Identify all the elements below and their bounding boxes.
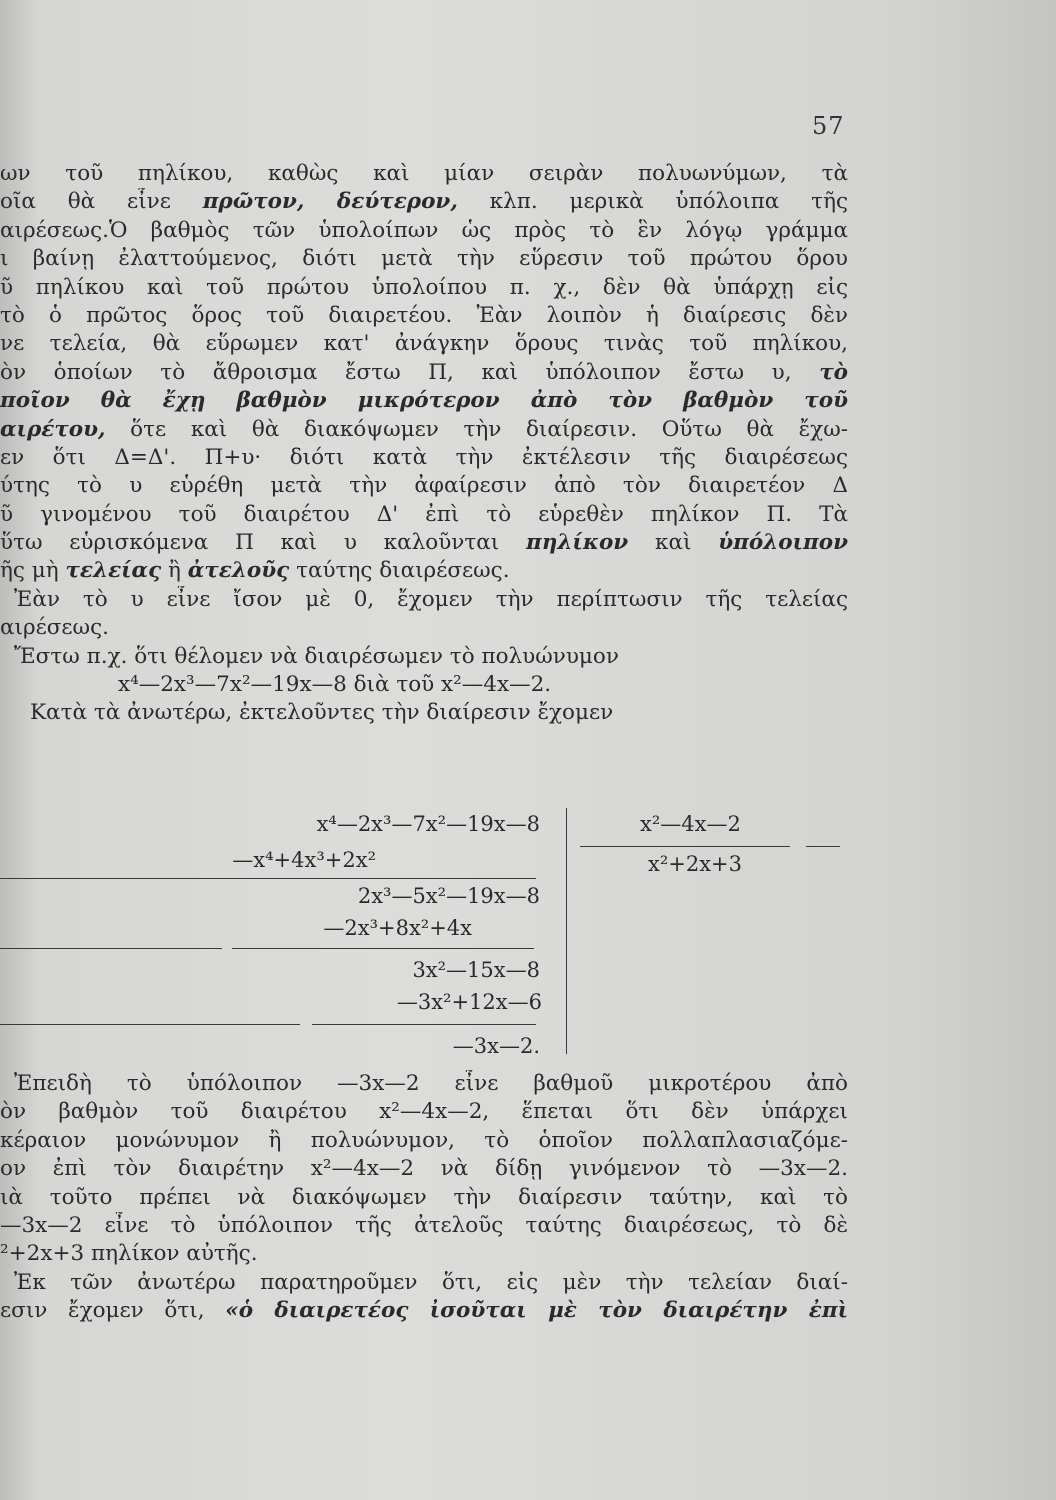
quotient: x²+2x+3 [648,852,743,876]
text-line: κέραιον μονώνυμον ἢ πολυώνυμον, τὸ ὁποῖον πολλαπλασιαζόμε- [0,1127,848,1153]
subtraction-1: —x⁴+4x³+2x² [232,848,376,872]
text-line: Ἐκ τῶν ἀνωτέρω παρατηροῦμεν ὅτι, εἰς μὲν τὴν τελείαν διαί- [14,1269,848,1295]
subtraction-2: —2x³+8x²+4x [323,916,472,940]
text-line: ων τοῦ πηλίκου, καθὼς καὶ μίαν σειρὰν πολυωνύμων, τὰ [0,161,848,186]
text-line: ὸν ὁποίων τὸ ἄθροισμα ἔστω Π, καὶ ὑπόλοιπον ἔστω υ, τὸ [0,359,848,385]
remainder-2: 3x²—15x—8 [412,958,540,982]
text-line: αιρέσεως.Ὁ βαθμὸς τῶν ὑπολοίπων ὡς πρὸς τὸ ἓν λόγῳ γράμμα [0,217,848,243]
text-line: ²+2x+3 πηλίκον αὐτῆς. [0,1241,258,1267]
text-line: ποῖον θὰ ἔχῃ βαθμὸν μικρότερον ἀπὸ τὸν βαθμὸν τοῦ [0,388,848,414]
text-line: ον ἐπὶ τὸν διαιρέτην x²—4x—2 νὰ δίδῃ γινόμενον τὸ —3x—2. [0,1156,848,1182]
text-line: Κατὰ τὰ ἀνωτέρω, ἐκτελοῦντες τὴν διαίρεσιν ἔχομεν [30,700,614,726]
divisor-rule [580,846,790,847]
final-remainder: —3x—2. [452,1034,540,1058]
text-line: εσιν ἔχομεν ὅτι, «ὁ διαιρετέος ἰσοῦται μὲ τὸν διαιρέτην ἐπὶ [0,1298,848,1324]
text-line: ῦ γινομένου τοῦ διαιρέτου Δ' ἐπὶ τὸ εὑρεθὲν πηλίκον Π. Τὰ [0,501,848,527]
division-bracket-vertical [566,808,567,1054]
text-line: ι βαίνῃ ἐλαττούμενος, διότι μετὰ τὴν εὕρεσιν τοῦ πρώτου ὅρου [0,246,848,272]
text-line: ύτης τὸ υ εὑρέθη μετὰ τὴν ἀφαίρεσιν ἀπὸ τὸν διαιρετέον Δ [0,473,848,499]
rule-3b [312,1024,536,1025]
text-line: ὸν βαθμὸν τοῦ διαιρέτου x²—4x—2, ἕπεται ὅτι δὲν ὑπάρχει [0,1099,848,1125]
text-line: Ἐὰν τὸ υ εἶνε ἴσον μὲ 0, ἔχομεν τὴν περίπτωσιν τῆς τελείας [14,586,848,612]
text-block-top [0,160,848,728]
subtraction-3: —3x²+12x—6 [396,990,542,1014]
text-line: νε τελεία, θὰ εὕρωμεν κατ' ἀνάγκην ὅρους τινὰς τοῦ πηλίκου, [0,331,848,357]
text-line: ὕτω εὑρισκόμενα Π καὶ υ καλοῦνται πηλίκον καὶ ὑπόλοιπον [0,530,848,556]
text-line: Ἐπειδὴ τὸ ὑπόλοιπον —3x—2 εἶνε βαθμοῦ μικροτέρου ἀπὸ [14,1071,848,1096]
text-line: οῖα θὰ εἶνε πρῶτον, δεύτερον, κλπ. μερικὰ ὑπόλοιπα τῆς [0,189,848,215]
text-line: αιρέσεως. [0,615,109,641]
divisor-rule-ext [806,846,840,847]
equation-line: x⁴—2x³—7x²—19x—8 διὰ τοῦ x²—4x—2. [118,672,552,698]
long-division [0,808,860,1068]
divisor: x²—4x—2 [640,812,741,836]
dividend: x⁴—2x³—7x²—19x—8 [316,812,540,836]
text-line: αιρέτου, ὅτε καὶ θὰ διακόψωμεν τὴν διαίρεσιν. Οὕτω θὰ ἔχω- [0,416,848,442]
text-line: —3x—2 εἶνε τὸ ὑπόλοιπον τῆς ἀτελοῦς ταύτης διαιρέσεως, τὸ δὲ [0,1212,848,1238]
rule-3a [0,1024,300,1025]
rule-2a [0,948,222,949]
text-line: ῦ πηλίκου καὶ τοῦ πρώτου ὑπολοίπου π. χ., δὲν θὰ ὑπάρχῃ εἰς [0,274,848,300]
remainder-1: 2x³—5x²—19x—8 [357,884,540,908]
rule-1 [0,878,536,879]
rule-2b [232,948,534,949]
text-block-bottom [0,1070,848,1326]
text-line: εν ὅτι Δ=Δ'. Π+υ· διότι κατὰ τὴν ἐκτέλεσιν τῆς διαιρέσεως [0,444,848,470]
text-line: ιὰ τοῦτο πρέπει νὰ διακόψωμεν τὴν διαίρεσιν ταύτην, καὶ τὸ [0,1184,848,1210]
text-line: ῆς μὴ τελείας ἢ ἀτελοῦς ταύτης διαιρέσεως. [0,558,510,584]
page-number: 57 [812,112,845,140]
text-line: Ἔστω π.χ. ὅτι θέλομεν νὰ διαιρέσωμεν τὸ πολυώνυμον [14,643,619,669]
text-line: τὸ ὁ πρῶτος ὅρος τοῦ διαιρετέου. Ἐὰν λοιπὸν ἡ διαίρεσις δὲν [0,302,848,328]
